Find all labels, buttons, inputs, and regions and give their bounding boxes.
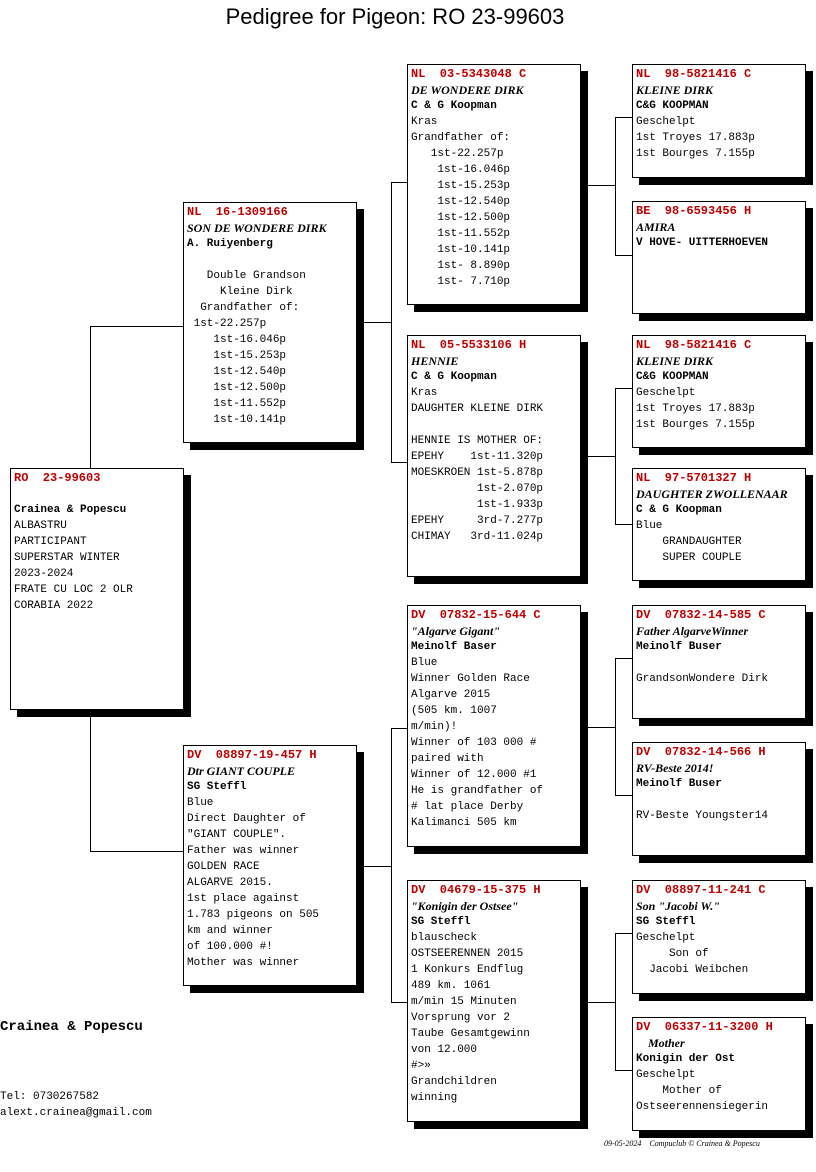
connector-line <box>90 326 91 468</box>
connector-line <box>391 728 392 1002</box>
connector-line <box>615 658 616 795</box>
info-line: Geschelpt <box>636 387 696 399</box>
connector-line <box>615 388 632 389</box>
pigeon-card-gen3[interactable] <box>632 605 806 719</box>
info-line: 1st-12.500p <box>411 212 511 224</box>
info-line: Geschelpt <box>636 116 696 128</box>
info-line: 1st-16.046p <box>187 334 287 346</box>
ring-number: DV 07832-14-585 C <box>636 608 766 622</box>
info-line: #>» <box>411 1060 431 1072</box>
pigeon-card-gen2[interactable] <box>407 880 581 1122</box>
connector-line <box>90 326 183 327</box>
info-line: FRATE CU LOC 2 OLR <box>14 584 133 596</box>
info-line: Winner of 12.000 #1 <box>411 769 537 781</box>
info-line: Double Grandson <box>187 270 306 282</box>
pigeon-card-gen2[interactable] <box>407 605 581 847</box>
info-line: Blue <box>636 520 663 532</box>
connector-line <box>615 658 632 659</box>
info-line: # lat place Derby <box>411 801 524 813</box>
connector-line <box>580 456 615 457</box>
info-line: SUPER COUPLE <box>636 552 742 564</box>
info-line: 1st-10.141p <box>411 244 511 256</box>
info-line: 1st-12.540p <box>411 196 511 208</box>
info-line: blauscheck <box>411 932 478 944</box>
info-line: winning <box>411 1092 458 1104</box>
pigeon-name: DE WONDERE DIRK <box>411 83 524 97</box>
info-line: of 100.000 #! <box>187 941 273 953</box>
info-line: Mother was winner <box>187 957 300 969</box>
pigeon-name: Father AlgarveWinner <box>636 624 749 638</box>
pigeon-card-gen3[interactable] <box>632 468 806 581</box>
breeder-name: C&G KOOPMAN <box>636 371 709 383</box>
info-line: ALBASTRU <box>14 520 67 532</box>
pigeon-card-dam[interactable] <box>183 745 357 986</box>
pigeon-card-gen3[interactable] <box>632 880 806 994</box>
breeder-name: C & G Koopman <box>636 504 722 516</box>
info-line: 2023-2024 <box>14 568 74 580</box>
pigeon-name: RV-Beste 2014! <box>636 761 714 775</box>
pigeon-card-subject[interactable] <box>10 468 184 710</box>
pigeon-card-gen3[interactable] <box>632 1017 806 1131</box>
info-line: 1st-22.257p <box>411 148 504 160</box>
ring-number: DV 08897-19-457 H <box>187 748 317 762</box>
info-line: Kalimanci 505 km <box>411 817 517 829</box>
info-line: Grandfather of: <box>187 302 300 314</box>
breeder-name: SG Steffl <box>411 916 471 928</box>
info-line: 1st Troyes 17.883p <box>636 132 755 144</box>
info-line: 1st-12.500p <box>187 382 287 394</box>
pigeon-name: HENNIE <box>411 354 459 368</box>
info-line: "GIANT COUPLE". <box>187 829 287 841</box>
pigeon-card-gen2[interactable] <box>407 335 581 577</box>
info-line: 489 km. 1061 <box>411 980 491 992</box>
breeder-name: Meinolf Buser <box>636 778 722 790</box>
pigeon-name: Dtr GIANT COUPLE <box>187 764 296 778</box>
ring-number: NL 97-5701327 H <box>636 471 752 485</box>
info-line: Father was winner <box>187 845 300 857</box>
info-line: 1st- 8.890p <box>411 260 511 272</box>
pigeon-card-gen3[interactable] <box>632 201 806 314</box>
connector-line <box>615 117 616 255</box>
info-line: OSTSEERENNEN 2015 <box>411 948 524 960</box>
info-line: Blue <box>187 797 214 809</box>
ring-number: DV 08897-11-241 C <box>636 883 766 897</box>
connector-line <box>615 1070 632 1071</box>
info-line: GRANDAUGHTER <box>636 536 742 548</box>
connector-line <box>615 933 616 1070</box>
info-line <box>636 655 802 671</box>
info-line: He is grandfather of <box>411 785 544 797</box>
info-line: PARTICIPANT <box>14 536 87 548</box>
pigeon-name: "Algarve Gigant" <box>411 624 500 638</box>
info-line: Blue <box>411 657 438 669</box>
info-line: 1st-15.253p <box>187 350 287 362</box>
breeder-name: Konigin der Ost <box>636 1053 736 1065</box>
info-line: Vorsprung vor 2 <box>411 1012 511 1024</box>
owner-email: alext.crainea@gmail.com <box>0 1107 152 1119</box>
pigeon-card-sire[interactable] <box>183 202 357 443</box>
ring-number: BE 98-6593456 H <box>636 204 752 218</box>
ring-number: NL 16-1309166 <box>187 205 288 219</box>
info-line: 1st-15.253p <box>411 180 511 192</box>
info-line: DAUGHTER KLEINE DIRK <box>411 403 544 415</box>
info-line: 1st-10.141p <box>187 414 287 426</box>
info-line: Grandfather of: <box>411 132 511 144</box>
info-line: Mother of <box>636 1085 722 1097</box>
ring-number: NL 05-5533106 H <box>411 338 527 352</box>
connector-line <box>391 182 392 462</box>
info-line <box>636 792 802 808</box>
info-line: Kras <box>411 387 438 399</box>
info-line: Taube Gesamtgewinn <box>411 1028 530 1040</box>
info-line: MOESKROEN 1st-5.878p <box>411 467 544 479</box>
connector-line <box>356 866 391 867</box>
info-line: 1st-11.552p <box>187 398 287 410</box>
info-line: von 12.000 <box>411 1044 478 1056</box>
info-line <box>187 252 353 268</box>
connector-line <box>90 709 91 851</box>
breeder-name: A. Ruiyenberg <box>187 238 273 250</box>
info-line: m/min)! <box>411 721 458 733</box>
info-line: HENNIE IS MOTHER OF: <box>411 435 544 447</box>
info-line: 1st Bourges 7.155p <box>636 148 755 160</box>
info-line: 1st-16.046p <box>411 164 511 176</box>
info-line: CHIMAY 3rd-11.024p <box>411 531 544 543</box>
info-line: SUPERSTAR WINTER <box>14 552 120 564</box>
pigeon-name: KLEINE DIRK <box>636 354 714 368</box>
pigeon-name: Son "Jacobi W." <box>636 899 720 913</box>
info-line: 1st-2.070p <box>411 483 544 495</box>
info-line: 1st-12.540p <box>187 366 287 378</box>
info-line: km and winner <box>187 925 273 937</box>
connector-line <box>580 1002 615 1003</box>
connector-line <box>615 933 632 934</box>
breeder-name: SG Steffl <box>187 781 247 793</box>
info-line: 1st Troyes 17.883p <box>636 403 755 415</box>
pigeon-name: Mother <box>636 1036 685 1050</box>
connector-line <box>615 524 632 525</box>
info-line: 1st- 7.710p <box>411 276 511 288</box>
breeder-name: Meinolf Baser <box>411 641 497 653</box>
info-line: Winner Golden Race <box>411 673 530 685</box>
pigeon-card-gen3[interactable] <box>632 64 806 178</box>
ring-number: DV 07832-14-566 H <box>636 745 766 759</box>
info-line: 1st Bourges 7.155p <box>636 419 755 431</box>
owner-phone: Tel: 0730267582 <box>0 1091 100 1103</box>
info-line: ALGARVE 2015. <box>187 877 273 889</box>
pigeon-name: DAUGHTER ZWOLLENAAR <box>636 487 788 501</box>
page-title: Pedigree for Pigeon: RO 23-99603 <box>225 4 565 29</box>
connector-line <box>615 255 632 256</box>
info-line: Kleine Dirk <box>187 286 293 298</box>
owner-name: Crainea & Popescu <box>0 1019 143 1035</box>
info-line: Son of <box>636 948 709 960</box>
info-line: (505 km. 1007 <box>411 705 497 717</box>
breeder-name: C&G KOOPMAN <box>636 100 709 112</box>
info-line: CORABIA 2022 <box>14 600 94 612</box>
info-line: EPEHY 1st-11.320p <box>411 451 544 463</box>
info-line: paired with <box>411 753 484 765</box>
connector-line <box>580 727 615 728</box>
info-line: GOLDEN RACE <box>187 861 260 873</box>
ring-number: DV 07832-15-644 C <box>411 608 541 622</box>
ring-number: NL 98-5821416 C <box>636 338 752 352</box>
info-line: Geschelpt <box>636 1069 696 1081</box>
info-line: 1st-22.257p <box>187 318 267 330</box>
info-line: 1 Konkurs Endflug <box>411 964 524 976</box>
pigeon-name: KLEINE DIRK <box>636 83 714 97</box>
info-line: EPEHY 3rd-7.277p <box>411 515 544 527</box>
info-line: Geschelpt <box>636 932 696 944</box>
ring-number: NL 03-5343048 C <box>411 67 527 81</box>
connector-line <box>391 1002 407 1003</box>
ring-number: NL 98-5821416 C <box>636 67 752 81</box>
info-line: Jacobi Weibchen <box>636 964 749 976</box>
breeder-name: Meinolf Buser <box>636 641 722 653</box>
breeder-name: C & G Koopman <box>411 371 497 383</box>
info-line: m/min 15 Minuten <box>411 996 517 1008</box>
connector-line <box>391 728 407 729</box>
info-line: RV-Beste Youngster14 <box>636 810 769 822</box>
ring-number: RO 23-99603 <box>14 471 101 485</box>
info-line: Direct Daughter of <box>187 813 306 825</box>
breeder-name: C & G Koopman <box>411 100 497 112</box>
connector-line <box>391 462 407 463</box>
connector-line <box>391 182 407 183</box>
pigeon-name: "Konigin der Ostsee" <box>411 899 519 913</box>
info-line: 1st-1.933p <box>411 499 544 511</box>
info-line: Winner of 103 000 # <box>411 737 537 749</box>
print-stamp: 09-05-2024 Compuclub © Crainea & Popescu <box>604 1139 760 1148</box>
info-line: 1st place against <box>187 893 300 905</box>
ring-number: DV 06337-11-3200 H <box>636 1020 773 1034</box>
info-line: 1.783 pigeons on 505 <box>187 909 320 921</box>
info-line <box>411 417 577 433</box>
info-line: 1st-11.552p <box>411 228 511 240</box>
info-line: GrandsonWondere Dirk <box>636 673 769 685</box>
breeder-name: SG Steffl <box>636 916 696 928</box>
connector-line <box>615 795 632 796</box>
breeder-name: V HOVE- UITTERHOEVEN <box>636 237 769 249</box>
ring-number: DV 04679-15-375 H <box>411 883 541 897</box>
info-line: Ostseerennensiegerin <box>636 1101 769 1113</box>
info-line: Kras <box>411 116 438 128</box>
info-line <box>14 486 180 502</box>
connector-line <box>615 117 632 118</box>
connector-line <box>615 388 616 524</box>
pigeon-card-gen2[interactable] <box>407 64 581 305</box>
pigeon-card-gen3[interactable] <box>632 335 806 448</box>
pigeon-card-gen3[interactable] <box>632 742 806 856</box>
info-line: Algarve 2015 <box>411 689 491 701</box>
connector-line <box>356 322 391 323</box>
breeder-name: Crainea & Popescu <box>14 504 127 516</box>
pigeon-name: SON DE WONDERE DIRK <box>187 221 327 235</box>
connector-line <box>90 851 183 852</box>
info-line: Grandchildren <box>411 1076 497 1088</box>
connector-line <box>580 185 615 186</box>
pigeon-name: AMIRA <box>636 220 676 234</box>
